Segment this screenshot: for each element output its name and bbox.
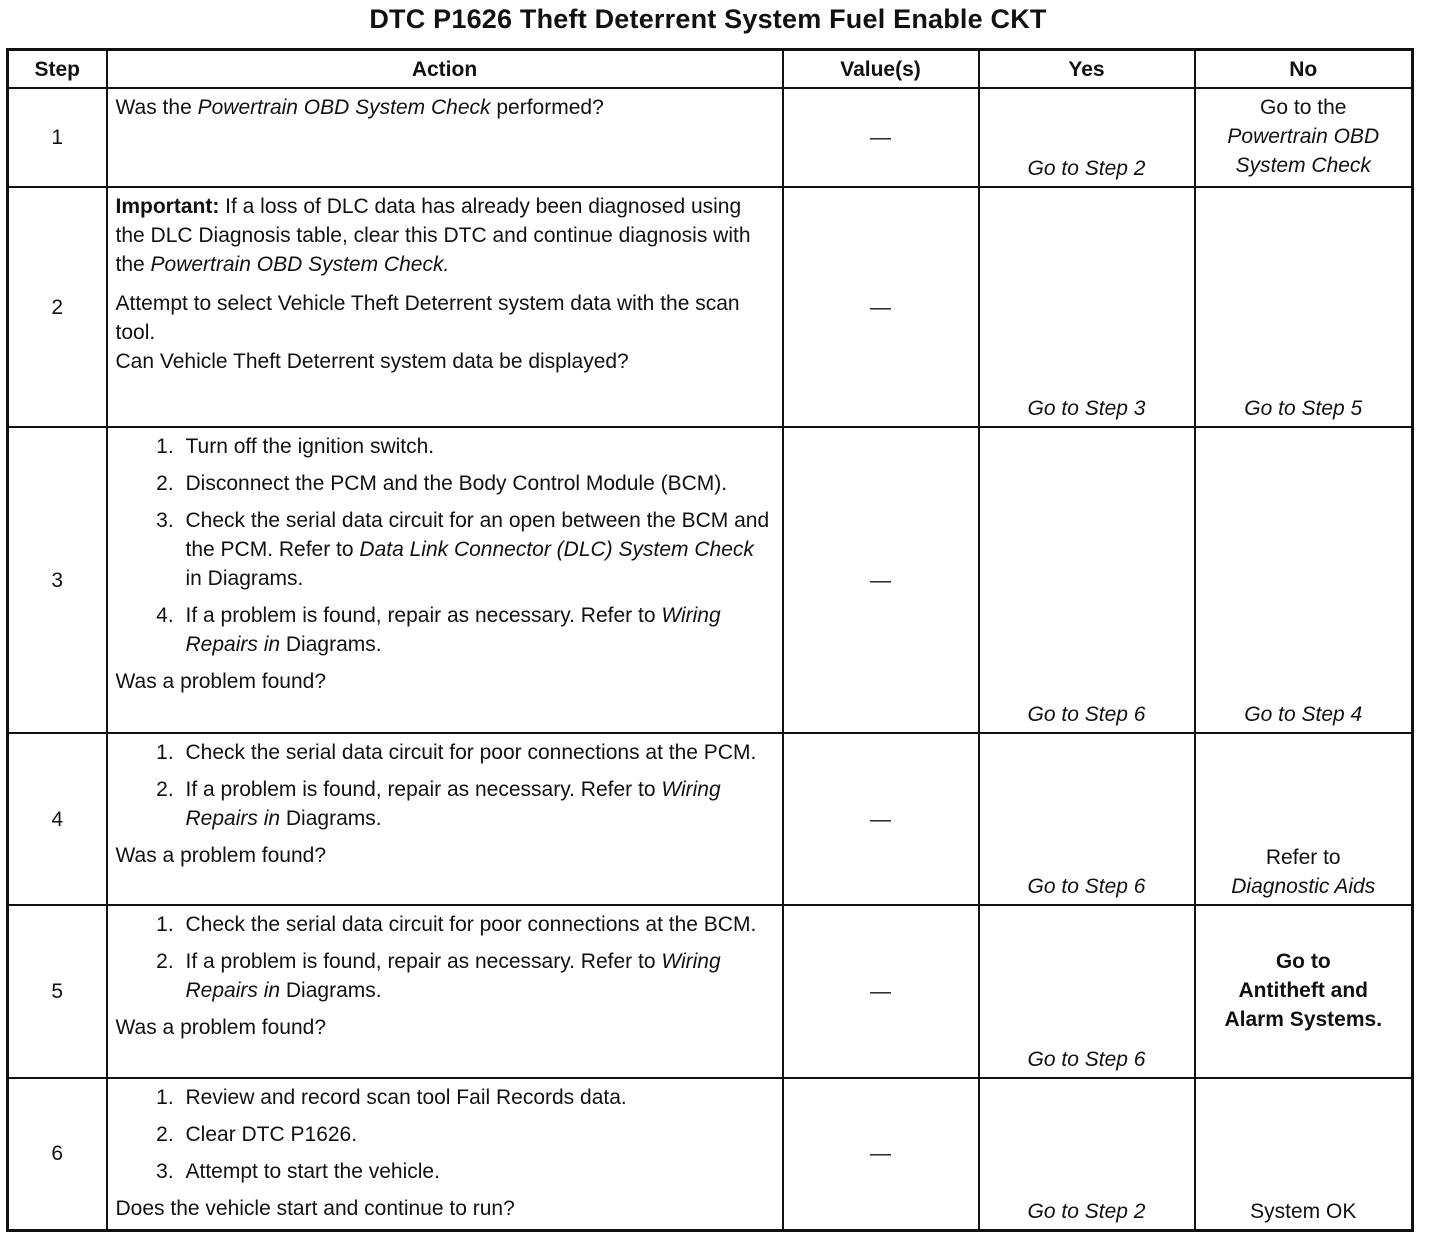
instruction-text: Attempt to select Vehicle Theft Deterrent system data with the scan tool. (115, 292, 740, 344)
list-item: 2. Disconnect the PCM and the Body Control Module (BCM). (180, 469, 776, 498)
list-item: 1. Turn off the ignition switch. (180, 432, 776, 461)
value-cell: — (783, 187, 979, 427)
diagnostic-table (6, 48, 1414, 1232)
value-cell: — (783, 88, 979, 187)
header-action: Action (107, 50, 783, 89)
question-text: Can Vehicle Theft Deterrent system data be displayed? (115, 350, 629, 373)
no-cell: System OK (1195, 1078, 1413, 1230)
list-item: 1. Check the serial data circuit for poor connections at the BCM. (180, 910, 776, 939)
list-item: 3. Check the serial data circuit for an open between the BCM and the PCM. Refer to Data Link Connector (DLC) System Check in Diagrams. (180, 506, 776, 593)
table-header-row (8, 50, 1413, 89)
instruction-list (116, 1083, 776, 1186)
no-cell: Refer to Diagnostic Aids (1195, 733, 1413, 905)
question-text: Was a problem found? (115, 670, 327, 693)
yes-cell: Go to Step 2 (979, 88, 1195, 187)
header-values: Value(s) (783, 50, 979, 89)
yes-cell: Go to Step 6 (979, 733, 1195, 905)
yes-cell: Go to Step 6 (979, 427, 1195, 733)
list-item: 3. Attempt to start the vehicle. (180, 1157, 776, 1186)
header-yes: Yes (979, 50, 1195, 89)
action-cell (107, 1078, 783, 1230)
step-number: 4 (8, 733, 107, 905)
step-number: 3 (8, 427, 107, 733)
no-cell: Go to the Powertrain OBD System Check (1195, 88, 1413, 187)
action-cell (107, 187, 783, 427)
yes-cell: Go to Step 2 (979, 1078, 1195, 1230)
value-cell: — (783, 733, 979, 905)
table-row (8, 1078, 1413, 1230)
list-item: 2. Clear DTC P1626. (180, 1120, 776, 1149)
table-row (8, 427, 1413, 733)
no-cell: Go to Step 4 (1195, 427, 1413, 733)
step-number: 2 (8, 187, 107, 427)
value-cell: — (783, 427, 979, 733)
step-number: 1 (8, 88, 107, 187)
step-number: 5 (8, 905, 107, 1078)
table-row (8, 733, 1413, 905)
page-title: DTC P1626 Theft Deterrent System Fuel Enable CKT (369, 4, 1047, 34)
table-row (8, 187, 1413, 427)
value-cell: — (783, 905, 979, 1078)
header-step: Step (8, 50, 107, 89)
value-cell: — (783, 1078, 979, 1230)
list-item: 2. If a problem is found, repair as necessary. Refer to Wiring Repairs in Diagrams. (180, 775, 776, 833)
action-cell (107, 427, 783, 733)
instruction-list (116, 432, 776, 659)
question-text: Was a problem found? (115, 1016, 327, 1039)
list-item: 1. Review and record scan tool Fail Records data. (180, 1083, 776, 1112)
list-item: 2. If a problem is found, repair as necessary. Refer to Wiring Repairs in Diagrams. (180, 947, 776, 1005)
action-cell (107, 733, 783, 905)
list-item: 4. If a problem is found, repair as necessary. Refer to Wiring Repairs in Diagrams. (180, 601, 776, 659)
yes-cell: Go to Step 3 (979, 187, 1195, 427)
instruction-list (116, 910, 776, 1005)
list-item: 1. Check the serial data circuit for poor connections at the PCM. (180, 738, 776, 767)
question-text: Was the Powertrain OBD System Check performed? (115, 96, 604, 119)
question-text: Was a problem found? (115, 844, 327, 867)
instruction-list (116, 738, 776, 833)
important-note: Important: If a loss of DLC data has already been diagnosed using the DLC Diagnosis table, clear this DTC and continue diagnosis with the Powertrain OBD System Check. (115, 195, 751, 276)
step-number: 6 (8, 1078, 107, 1230)
action-cell (107, 88, 783, 187)
no-cell: Go to Step 5 (1195, 187, 1413, 427)
action-cell (107, 905, 783, 1078)
table-row (8, 905, 1413, 1078)
question-text: Does the vehicle start and continue to run? (115, 1197, 515, 1220)
yes-cell: Go to Step 6 (979, 905, 1195, 1078)
table-row (8, 88, 1413, 187)
no-cell: Go to Antitheft and Alarm Systems. (1195, 905, 1413, 1078)
header-no: No (1195, 50, 1413, 89)
